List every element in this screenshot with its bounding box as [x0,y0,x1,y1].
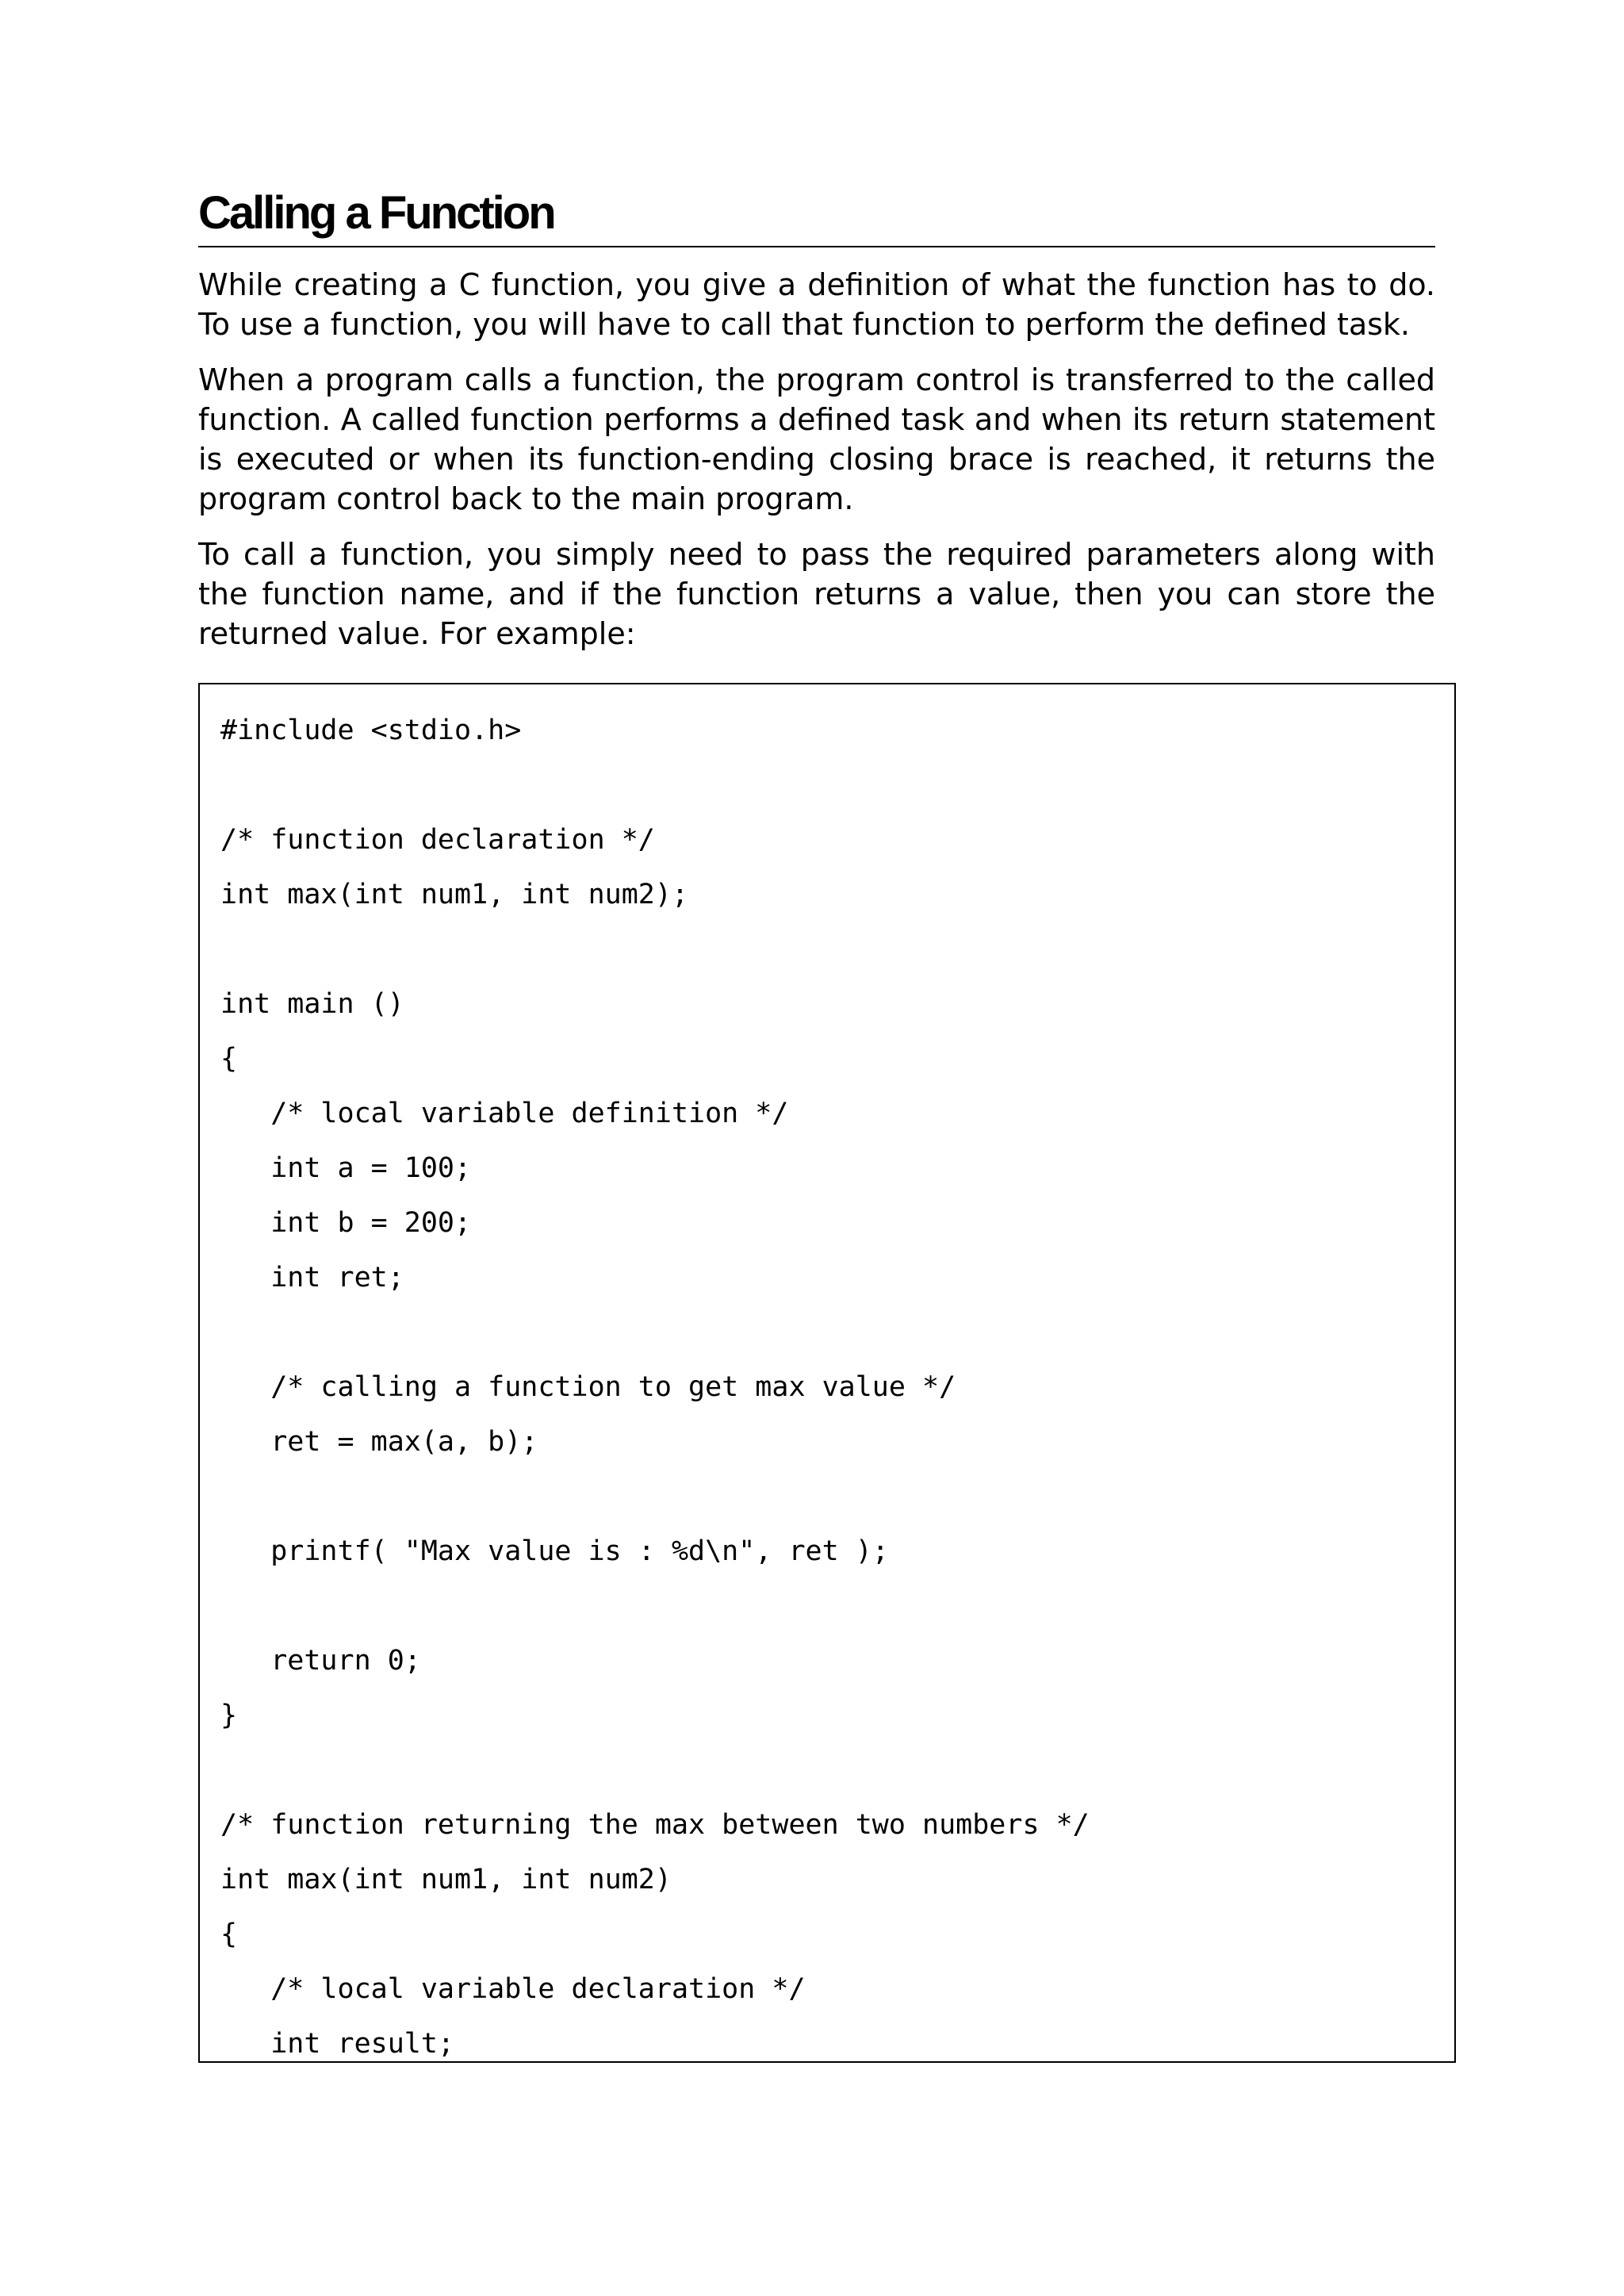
code-line [220,922,1434,977]
code-line: { [220,1043,238,1075]
document-page [198,187,1435,654]
code-block [198,683,1456,2063]
code-line [220,1579,1434,1634]
paragraph-program-control: When a program calls a function, the program control is transferred to the called function. A called function performs a defined task and when its return statement is executed or when its function-ending closing brace is reached, it returns the program control back to the main program. [198,362,1435,516]
section-heading: Calling a Function [198,190,1435,247]
code-line: int a = 100; [220,1152,472,1184]
code-line: int max(int num1, int num2); [220,879,689,910]
code-line [220,1470,1434,1524]
paragraph-intro: While creating a C function, you give a definition of what the function has to do. To use a function, you will have to call that function to perform the defined task. [198,267,1435,342]
code-line: /* function returning the max between two numbers */ [220,1809,1090,1841]
code-line: int result; [220,2028,455,2060]
code-line [220,1305,1434,1360]
code-line [220,1743,1434,1798]
code-line: int main () [220,988,404,1020]
code-line: int max(int num1, int num2) [220,1864,672,1895]
code-line: ret = max(a, b); [220,1426,538,1458]
code-line: /* calling a function to get max value */ [220,1371,956,1403]
code-line: #include <stdio.h> [220,715,522,746]
paragraph-call-example: To call a function, you simply need to pass the required parameters along with the function name, and if the function returns a value, then you can store the returned value. For example: [198,537,1435,651]
code-line: } [220,1700,238,1731]
code-line: int ret; [220,1262,404,1294]
code-line: printf( "Max value is : %d\n", ret ); [220,1535,889,1567]
code-line: { [220,1918,238,1950]
code-line: /* local variable definition */ [220,1098,789,1129]
code-line: return 0; [220,1645,421,1677]
code-line [220,758,1434,813]
code-line: int b = 200; [220,1207,472,1239]
code-line: /* function declaration */ [220,824,655,856]
code-line: /* local variable declaration */ [220,1973,806,2005]
